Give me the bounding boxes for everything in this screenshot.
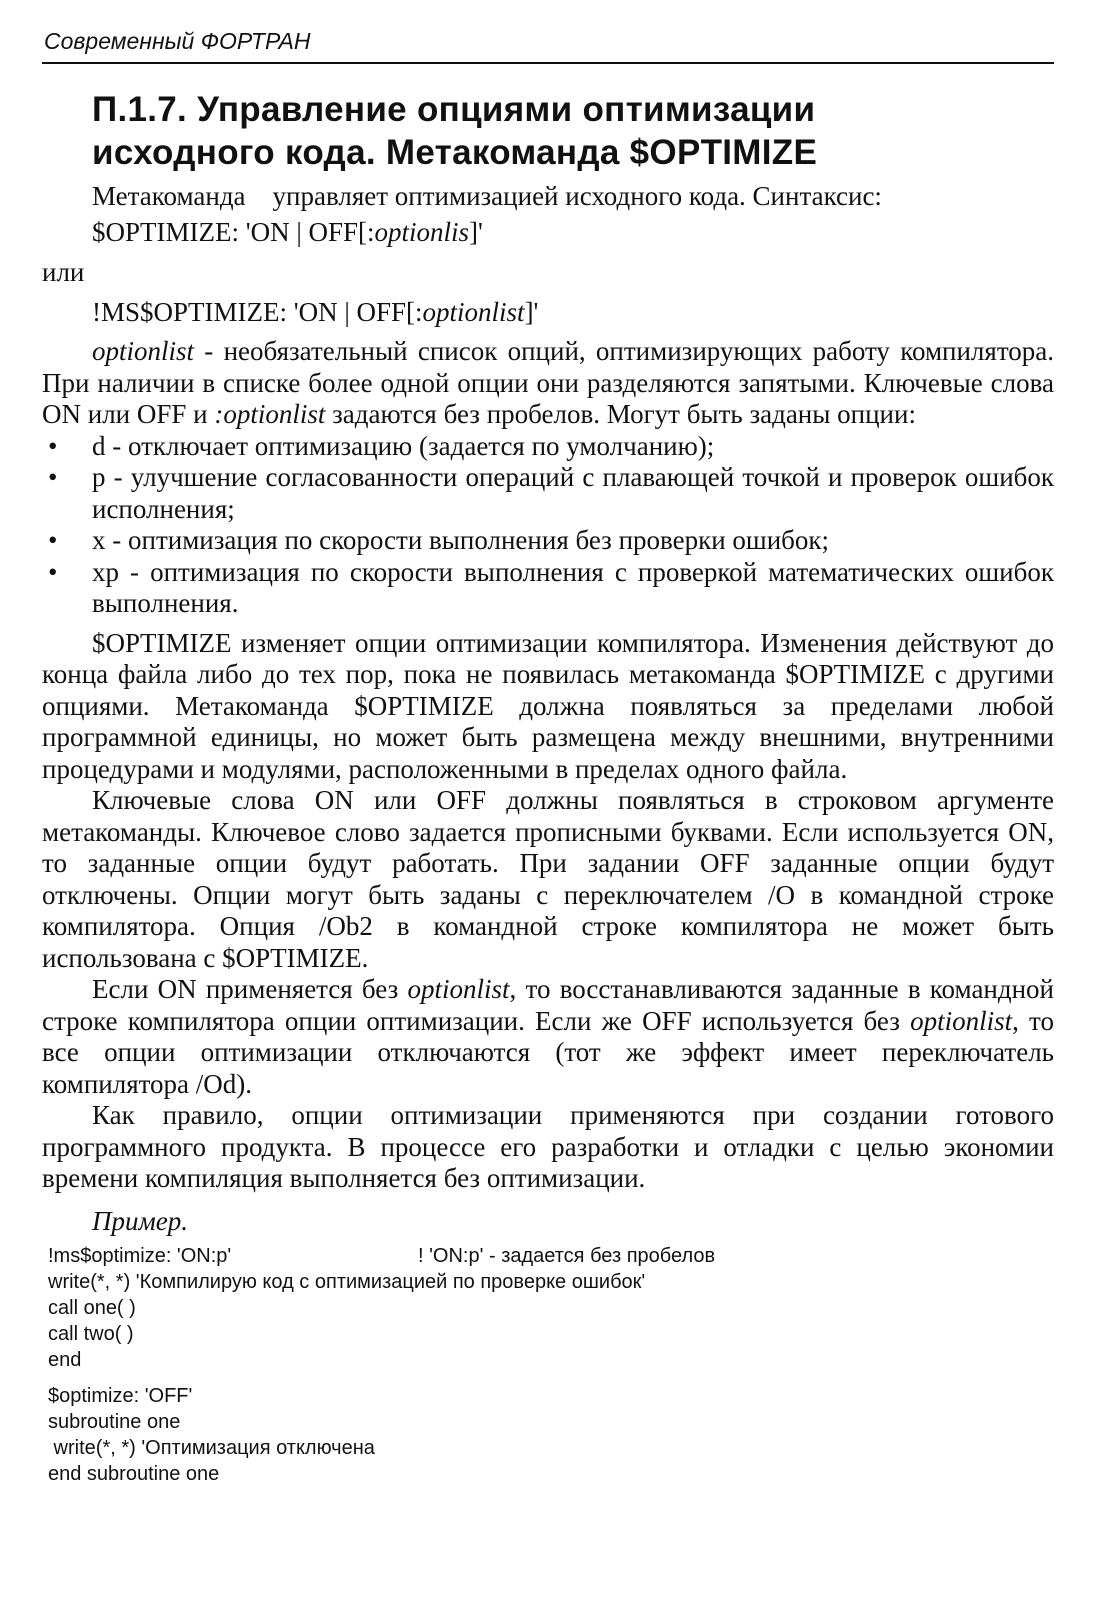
section-title-line1: П.1.7. Управление опциями оптимизации: [92, 90, 816, 129]
options-list: [42, 431, 1054, 620]
optionlist-paragraph: [42, 336, 1054, 431]
bullet: •: [48, 525, 58, 555]
section-title-line2: исходного кода. Метакоманда $OPTIMIZE: [92, 133, 818, 172]
optionlist-term: optionlist: [92, 336, 195, 366]
paragraph-on-off: [42, 974, 1054, 1100]
header-rule: [42, 62, 1054, 64]
on-term-2: optionlist: [910, 1005, 1013, 1036]
list-item: [42, 557, 1054, 620]
paragraph-keywords: Ключевые слова ON или OFF должны появляться в строковом аргументе метакоманды. Ключевое слово задается прописными буквами. Если используется ON, то заданные опции будут работать. При задании OFF заданные опции будут отключены. Опции могут быть заданы с переключателем /O в командной строке компилятора. Опция /Ob2 в командной строке компилятора не может быть использована с $OPTIMIZE.: [42, 785, 1054, 973]
on-text-a: Если ON применяется без: [92, 974, 408, 1004]
option-text: d - отключает оптимизацию (задается по умолчанию);: [92, 430, 715, 461]
option-text: xp - оптимизация по скорости выполнения с проверкой математических ошибок выполнения.: [92, 556, 1054, 618]
optionlist-text-b: задаются без пробелов. Могут быть заданы опции:: [325, 399, 916, 429]
list-item: [42, 462, 1054, 525]
code-line: $optimize: 'OFF': [48, 1384, 193, 1407]
on-text-c: , то все опции оптимизации отключаются (тот же эффект имеет переключатель компилятора /Od).: [42, 1005, 1054, 1099]
syntax-2-suffix: ]': [524, 297, 539, 327]
option-text: p - улучшение согласованности операций с плавающей точкой и проверок ошибок исполнения;: [92, 462, 1054, 524]
bullet: •: [48, 462, 58, 492]
code-line: end subroutine one: [48, 1462, 220, 1485]
bullet: •: [48, 556, 58, 587]
list-item: [42, 525, 1054, 557]
list-item: [42, 431, 1054, 463]
intro-line: Метакоманда управляет оптимизацией исходного кода. Синтаксис:: [92, 181, 882, 211]
code-line: call two( ): [48, 1322, 134, 1345]
code-line: call one( ): [48, 1296, 136, 1319]
section-title: [92, 88, 1054, 174]
paragraph-optimize: $OPTIMIZE изменяет опции оптимизации компилятора. Изменения действуют до конца файла либо до тех пор, пока не появилась метакоманда $OPTIMIZE с другими опциями. Метакоманда $OPTIMIZE должна появляться за пределами любой программной единицы, но может быть размещена между внешними, внутренними процедурами и модулями, расположенными в пределах одного файла.: [42, 627, 1054, 784]
syntax-1-term: optionlis: [374, 217, 470, 247]
example-label: Пример.: [92, 1205, 188, 1236]
syntax-1-suffix: ]': [469, 217, 483, 247]
code-comment: ! 'ON:p' - задается без пробелов: [418, 1244, 716, 1267]
running-header: Современный ФОРТРАН: [44, 28, 311, 54]
paragraph-rule: Как правило, опции оптимизации применяются при создании готового программного продукта. В процессе его разработки и отладки с целью экономии времени компиляция выполняется без оптимизации.: [42, 1100, 1054, 1193]
code-gap: [42, 1373, 1054, 1383]
optionlist-term-2: :optionlist: [214, 399, 326, 429]
syntax-line-2: [92, 292, 1054, 332]
syntax-2-term: optionlist: [422, 297, 525, 327]
bullet: •: [48, 430, 58, 461]
optionlist-text-a: - необязательный список опций, оптимизирующих работу компилятора. При наличии в списке более одной опции они разделяются запятыми. Ключевые слова ON или OFF и: [42, 336, 1054, 429]
code-line: subroutine one: [48, 1410, 181, 1433]
syntax-line-1: [92, 212, 1054, 252]
on-term-1: optionlist: [407, 974, 510, 1004]
code-line: [48, 1243, 1054, 1269]
code-line: end: [48, 1348, 82, 1371]
syntax-2-prefix: !MS$OPTIMIZE: 'ON | OFF[:: [92, 297, 423, 327]
or-word: или: [42, 257, 85, 287]
code-line: write(*, *) 'Оптимизация отключена: [48, 1436, 375, 1459]
code-block-main: [42, 1243, 1054, 1373]
on-text-b: , то восстанавливаются заданные в командной строке компилятора опции оптимизации. Если же OFF используется без: [42, 974, 1055, 1036]
code-line: write(*, *) 'Компилирую код с оптимизацией по проверке ошибок': [48, 1270, 646, 1293]
code-block-subroutine: [42, 1383, 1054, 1487]
document-page: [42, 22, 1054, 1487]
syntax-1-prefix: $OPTIMIZE: 'ON | OFF[:: [92, 217, 375, 247]
option-text: x - оптимизация по скорости выполнения без проверки ошибок;: [92, 525, 830, 555]
code-text: !ms$optimize: 'ON:p': [48, 1244, 232, 1267]
